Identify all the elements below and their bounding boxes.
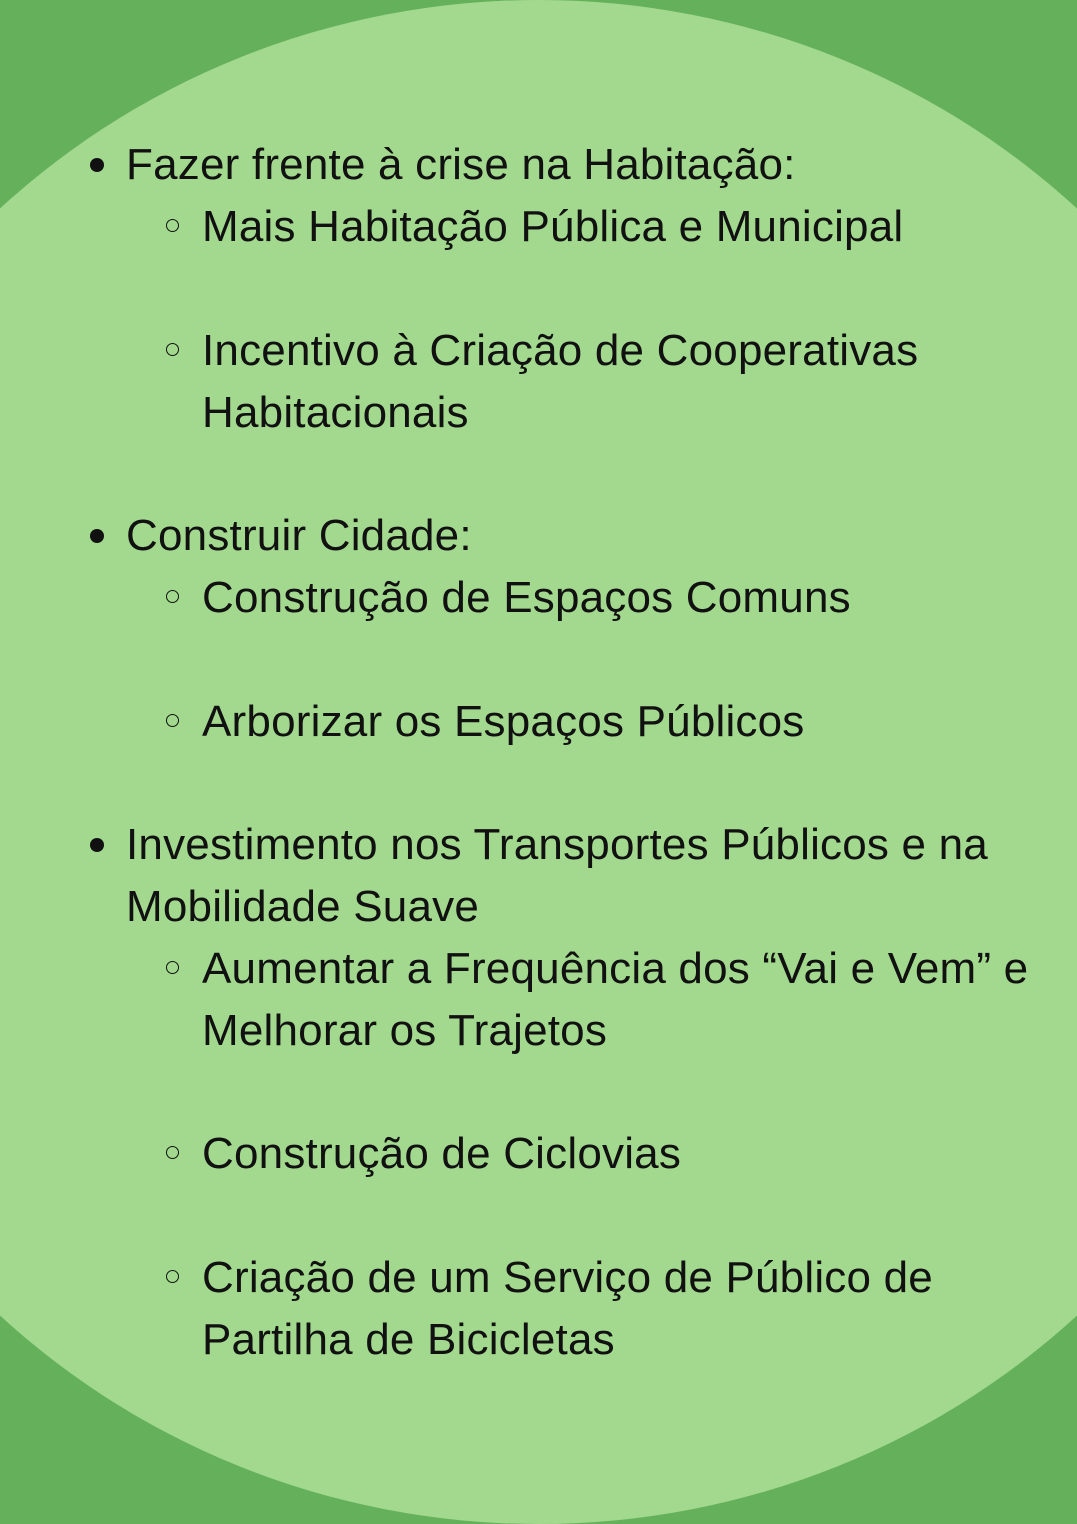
bullet-circle-icon xyxy=(166,1146,179,1159)
bullet-circle-icon xyxy=(166,343,179,356)
bullet-circle-icon xyxy=(166,961,179,974)
section-heading-housing: Fazer frente à crise na Habitação: xyxy=(126,140,796,189)
bullet-circle-icon xyxy=(166,219,179,232)
section-heading-transport-line2: Mobilidade Suave xyxy=(126,882,479,931)
bullet-dot-icon xyxy=(90,158,104,172)
section-heading-city: Construir Cidade: xyxy=(126,511,472,560)
list-item-bike-sharing-line1: Criação de um Serviço de Público de xyxy=(202,1253,933,1302)
list-item-trees: Arborizar os Espaços Públicos xyxy=(202,697,805,746)
bullet-circle-icon xyxy=(166,714,179,727)
list-item-cooperatives-line2: Habitacionais xyxy=(202,388,469,437)
bullet-circle-icon xyxy=(166,590,179,603)
list-item-common-spaces: Construção de Espaços Comuns xyxy=(202,573,851,622)
list-item-public-housing: Mais Habitação Pública e Municipal xyxy=(202,202,904,251)
bullet-circle-icon xyxy=(166,1270,179,1283)
section-heading-transport-line1: Investimento nos Transportes Públicos e na xyxy=(126,820,988,869)
list-item-bike-lanes: Construção de Ciclovias xyxy=(202,1129,682,1178)
list-item-frequency-line2: Melhorar os Trajetos xyxy=(202,1006,608,1055)
list-item-frequency-line1: Aumentar a Frequência dos “Vai e Vem” e xyxy=(202,944,1029,993)
list-item-bike-sharing-line2: Partilha de Bicicletas xyxy=(202,1315,615,1364)
bullet-dot-icon xyxy=(90,838,104,852)
bullet-dot-icon xyxy=(90,529,104,543)
list-item-cooperatives-line1: Incentivo à Criação de Cooperativas xyxy=(202,326,919,375)
